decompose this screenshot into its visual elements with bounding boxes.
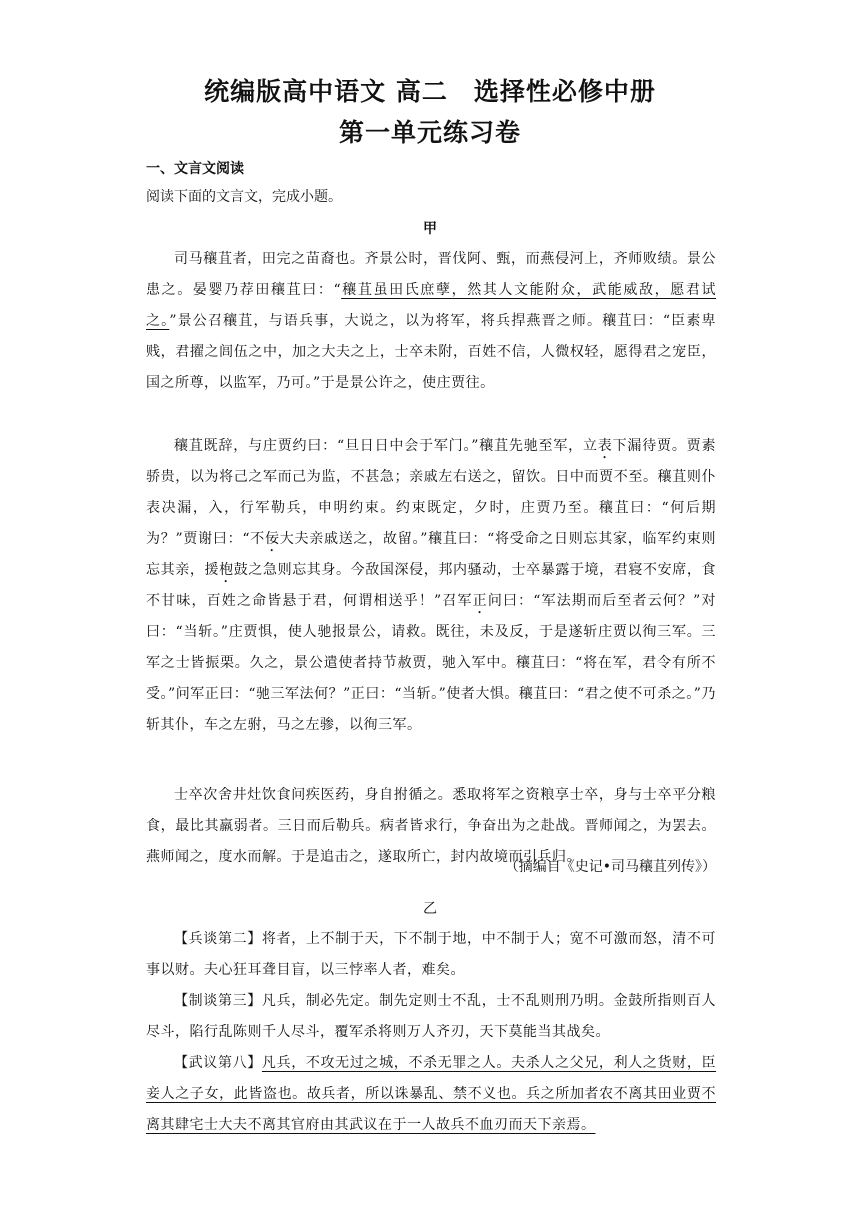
passage-b-paragraph-3 — [146, 1048, 716, 1141]
title-line-2: 第一单元练习卷 — [338, 118, 521, 147]
text-run: 【武议第八】 — [174, 1055, 262, 1071]
passage-b-paragraph-2: 【制谈第三】凡兵，制必先定。制先定则士不乱，士不乱则刑乃明。金鼓所指则百人尽斗，陷行乱陈则千人尽斗，覆军杀将则万人齐刃，天下莫能当其战矣。 — [146, 993, 716, 1040]
text-run: 司马穰苴者，田完之苗裔也。齐景公时，晋伐阿、甄，而燕侵河上，齐师败绩。景公患之。晏婴乃荐田穰苴曰：“ — [146, 251, 716, 298]
passage-b-paragraph-1: 【兵谈第二】将者，上不制于天，下不制于地，中不制于人；宽不可激而怒，清不可事以财。夫心狂耳聋目盲，以三悖率人者，难矣。 — [146, 931, 716, 978]
underlined-sentence: 故兵者，所以诛暴乱、禁不义也。兵之所加者农不离其田业贾不离其肆宅士大夫不离其官府由其武议在于一人故兵不血刃而天下亲焉。 — [146, 1086, 717, 1133]
text-run: 下漏待贾。贾素骄贵，以为将己之军而己为监，不甚急；亲戚左右送之，留饮。日中而贾不至。穰苴则仆表决漏，入，行军勒兵，申明约束。约束既定，夕时，庄贾乃至。穰苴曰：“何后期为？”贾谢曰：“不 — [146, 438, 717, 547]
passage-b-label: 乙 — [423, 901, 437, 917]
text-run: 穰苴既辞，与庄贾约曰：“旦日日中会于军门。”穰苴先驰至军，立 — [174, 438, 598, 454]
title-line-1: 统编版高中语文 高二 选择性必修中册 — [204, 77, 656, 106]
passage-a-paragraph-1 — [146, 244, 716, 399]
passage-a-paragraph-2 — [146, 431, 716, 741]
underlined-sentence: 穰苴虽田氏庶孽，然其人文能附众，武能威敌，愿君试之。 — [146, 282, 716, 329]
text-run: 问曰：“军法期而后至者云何？”对曰：“当斩。”庄贾惧，使人驰报景公，请救。既往，未及反，于是遂斩庄贾以徇三军。三军之士皆振栗。久之，景公遣使者持节赦贾，驰入军中。穰苴曰：“将在军，君令有所不受。”问军正曰：“驰三军法何？”正曰：“当斩。”使者大惧。穰苴曰：“君之使不可杀之。”乃斩其仆，车之左驸，马之左骖，以徇三军。 — [146, 593, 717, 733]
text-run: 鼓之急则忘其身。今敌国深侵，邦内骚动，士卒暴露于境，君寝不安席，食不甘味，百姓之命皆悬于君，何谓相送乎！”召军 — [146, 562, 717, 609]
instruction-text: 阅读下面的文言文，完成小题。 — [146, 189, 342, 205]
dotted-word: 佞 — [265, 531, 280, 547]
source-citation: （摘编自《史记•司马穰苴列传》） — [504, 859, 716, 875]
underlined-sentence: 凡兵，不攻无过之城，不杀无罪之人。夫杀人之父兄，利人之货财，臣妾人之子女，此皆盗也。 — [146, 1055, 717, 1102]
text-run: 大夫亲戚送之，故留。”穰苴曰：“将受命之日则忘其家，临军约束则忘其亲，援 — [146, 531, 716, 578]
passage-a-paragraph-3: 士卒次舍井灶饮食问疾医药，身自拊循之。悉取将军之资粮享士卒，身与士卒平分粮食，最比其羸弱者。三日而后勒兵。病者皆求行，争奋出为之赴战。晋师闻之，为罢去。燕师闻之，度水而解。于是追击之，遂取所亡，封内故境而引兵归。 — [146, 787, 716, 865]
dotted-word: 枹 — [219, 562, 234, 578]
text-run: ”景公召穰苴，与语兵事，大说之，以为将军，将兵捍燕晋之师。穰苴曰：“臣素卑贱，君擢之闾伍之中，加之大夫之上，士卒未附，百姓不信，人微权轻，愿得君之宠臣，国之所尊，以监军，乃可。”于是景公许之，使庄贾往。 — [146, 313, 717, 391]
section-heading: 一、文言文阅读 — [146, 161, 244, 177]
dotted-word: 正 — [472, 593, 488, 609]
dotted-word: 表 — [597, 438, 613, 454]
passage-a-label: 甲 — [423, 221, 437, 237]
